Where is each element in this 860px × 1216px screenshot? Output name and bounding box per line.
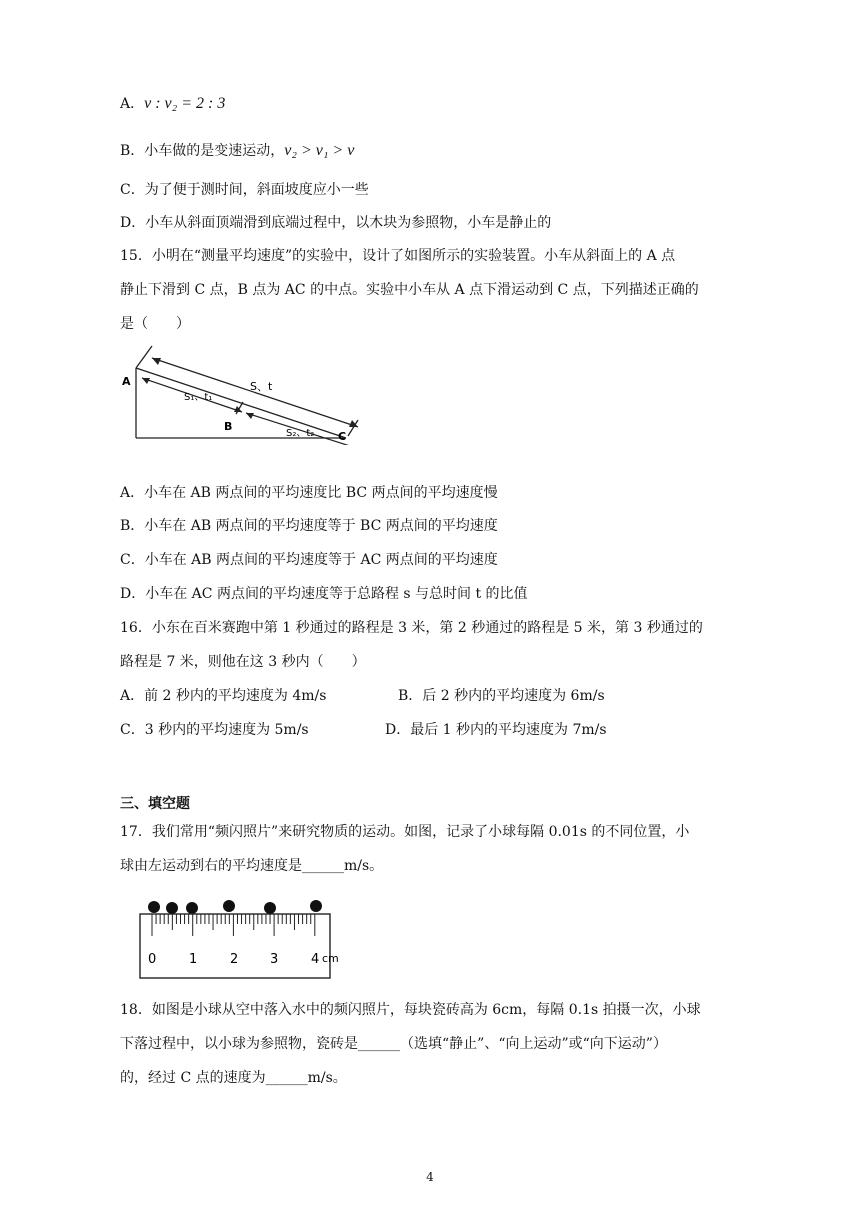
ball	[148, 901, 160, 913]
q16-option-d: D．最后 1 秒内的平均速度为 7m/s	[385, 722, 607, 738]
q15-option-a: A．小车在 AB 两点间的平均速度比 BC 两点间的平均速度慢	[120, 485, 498, 501]
q14-option-c: C．为了便于测时间，斜面坡度应小一些	[120, 182, 369, 198]
q14-option-a	[120, 94, 225, 114]
q14-option-b-text: B．小车做的是变速运动，	[120, 143, 285, 159]
ramp-slope	[136, 368, 346, 438]
q14-option-a-math: v : v₂ = 2 : 3	[144, 95, 226, 112]
label-point-c: C	[338, 430, 347, 443]
q15-stem-line-1: 15．小明在“测量平均速度”的实验中，设计了如图所示的实验装置。小车从斜面上的 A 点	[120, 248, 676, 264]
q15-option-d: D．小车在 AC 两点间的平均速度等于总路程 s 与总时间 t 的比值	[120, 586, 528, 602]
ball	[186, 902, 198, 914]
ruler-unit: cm	[322, 952, 339, 965]
q14-option-b	[120, 141, 354, 161]
label-s2-t2: S₂、t₂	[286, 428, 315, 439]
q18-stem-line-1: 18．如图是小球从空中落入水中的频闪照片，每块瓷砖高为 6cm，每隔 0.1s 拍摄一次，小球	[120, 1002, 701, 1018]
label-s-t: S、t	[250, 380, 273, 393]
q15-option-c: C．小车在 AB 两点间的平均速度等于 AC 两点间的平均速度	[120, 552, 498, 568]
page-number: 4	[426, 1170, 434, 1184]
ball	[223, 900, 235, 912]
section-title: 三、填空题	[120, 796, 190, 812]
q18-stem-line-2: 下落过程中，以小球为参照物，瓷砖是______（选填“静止”、“向上运动”或“向下运动”）	[120, 1036, 667, 1052]
q16-option-a: A．前 2 秒内的平均速度为 4m/s	[120, 688, 327, 704]
q17-ruler-figure	[138, 896, 350, 980]
q15-option-b: B．小车在 AB 两点间的平均速度等于 BC 两点间的平均速度	[120, 518, 498, 534]
q15-incline-figure	[118, 340, 368, 445]
ball	[310, 900, 322, 912]
ball	[166, 902, 178, 914]
label-s1-t1: S₁、t₁	[184, 392, 213, 403]
q17-stem-line-2: 球由左运动到右的平均速度是______m/s。	[120, 858, 384, 874]
ruler-label-0: 0	[148, 952, 157, 967]
q14-option-d: D．小车从斜面顶端滑到底端过程中，以木块为参照物，小车是静止的	[120, 215, 552, 231]
label-point-a: A	[122, 375, 131, 388]
q15-stem-line-3: 是（ ）	[120, 316, 190, 332]
q18-stem-line-3: 的，经过 C 点的速度为______m/s。	[120, 1070, 347, 1086]
q16-option-b: B．后 2 秒内的平均速度为 6m/s	[398, 688, 605, 704]
ball	[264, 902, 276, 914]
q16-stem-line-1: 16．小东在百米赛跑中第 1 秒通过的路程是 3 米，第 2 秒通过的路程是 5 米，第 3 秒通过的	[120, 620, 703, 636]
q16-option-c: C．3 秒内的平均速度为 5m/s	[120, 722, 309, 738]
label-point-b: B	[224, 420, 233, 433]
q14-option-b-math: v₂ > v₁ > v	[284, 142, 355, 159]
q15-stem-line-2: 静止下滑到 C 点，B 点为 AC 的中点。实验中小车从 A 点下滑运动到 C 点，下列描述正确的	[120, 282, 699, 298]
ruler-label-4: 4	[311, 952, 320, 967]
q14-option-a-label: A．	[120, 96, 145, 112]
ruler-label-1: 1	[189, 952, 198, 967]
ruler-label-3: 3	[270, 952, 279, 967]
q16-stem-line-2: 路程是 7 米，则他在这 3 秒内（ ）	[120, 654, 366, 670]
ruler-label-2: 2	[230, 952, 239, 967]
q17-stem-line-1: 17．我们常用“频闪照片”来研究物质的运动。如图，记录了小球每隔 0.01s 的不同位置，小	[120, 824, 690, 840]
